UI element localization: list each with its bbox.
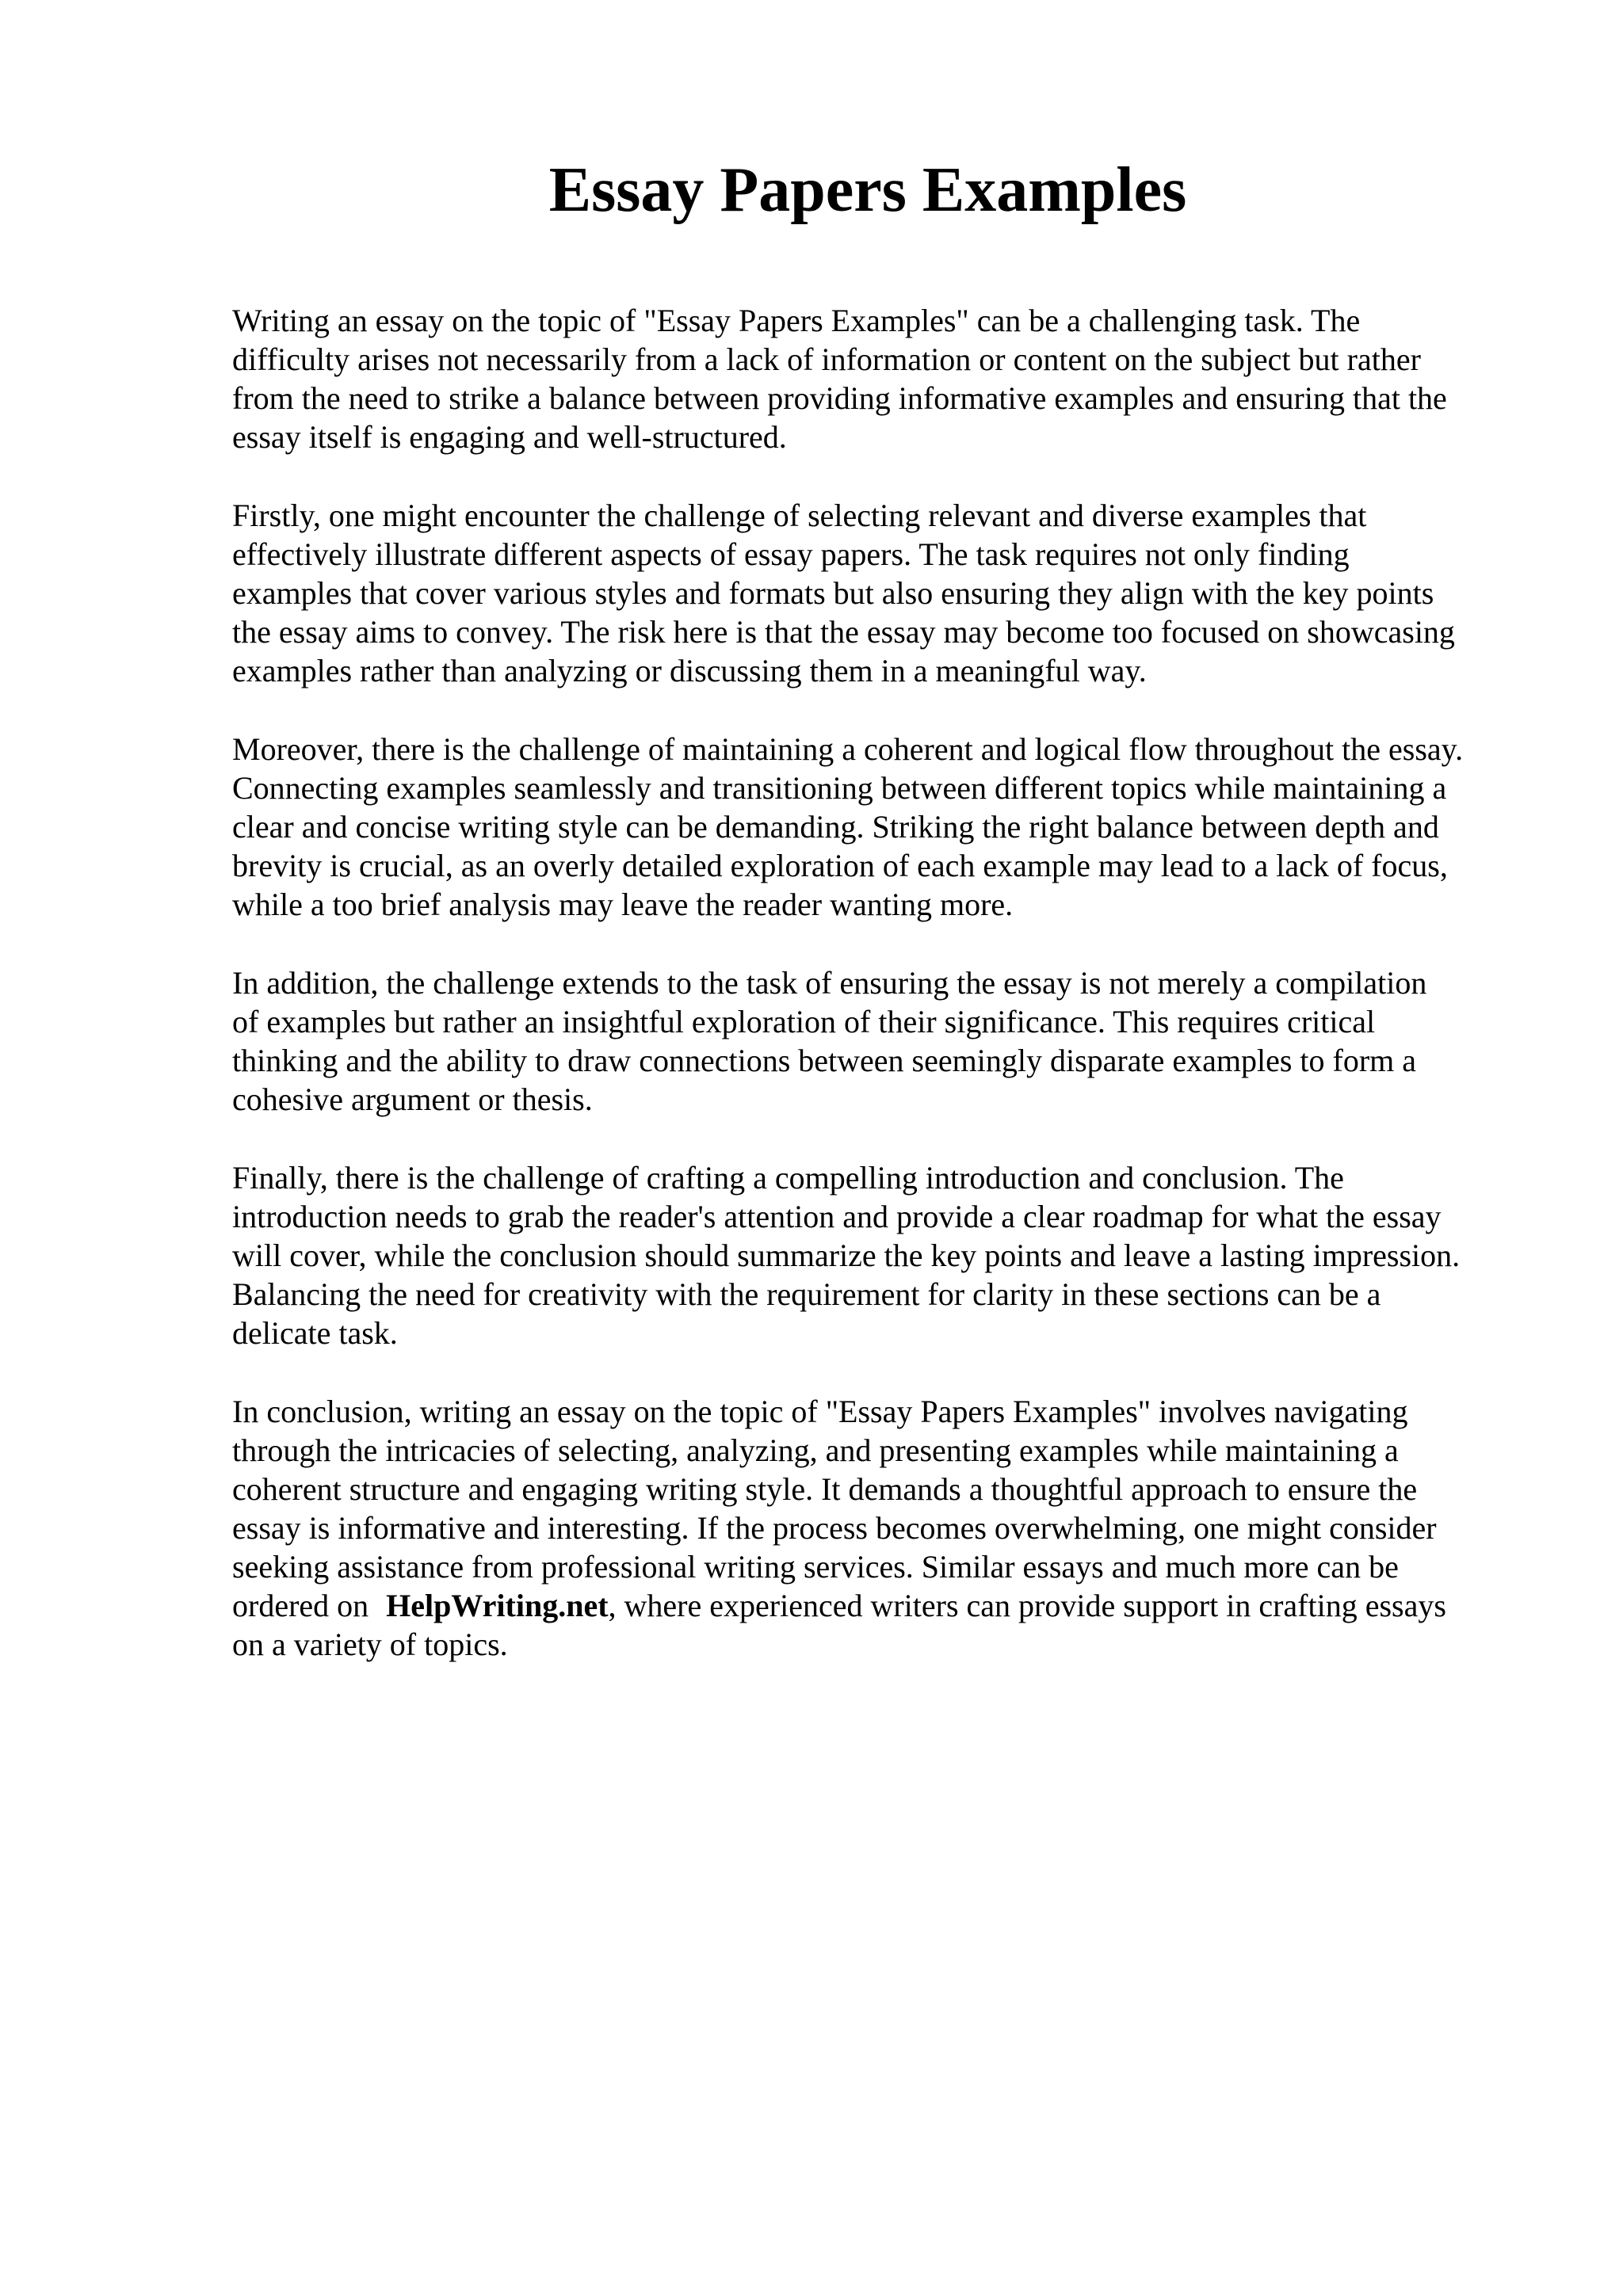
paragraph-2 [232, 496, 1532, 690]
page-title: Essay Papers Examples [548, 155, 1187, 225]
text-line: from the need to strike a balance between providing informative examples and ensuring that the [232, 380, 1447, 416]
paragraph-1 [232, 301, 1532, 456]
text-line: the essay aims to convey. The risk here is that the essay may become too focused on showcasing [232, 614, 1455, 650]
text-line: In addition, the challenge extends to the task of ensuring the essay is not merely a compilation [232, 965, 1427, 1001]
text-line: coherent structure and engaging writing style. It demands a thoughtful approach to ensure the [232, 1471, 1418, 1507]
text-line: In conclusion, writing an essay on the topic of "Essay Papers Examples" involves navigating [232, 1394, 1408, 1429]
helpwriting-link[interactable]: HelpWriting.net [386, 1588, 609, 1623]
text-line: Firstly, one might encounter the challenge of selecting relevant and diverse examples that [232, 498, 1367, 533]
text-line: Connecting examples seamlessly and transitioning between different topics while maintaining a [232, 770, 1447, 806]
text-line: on a variety of topics. [232, 1627, 508, 1662]
text-line: cohesive argument or thesis. [232, 1081, 593, 1117]
text-line: thinking and the ability to draw connections between seemingly disparate examples to form a [232, 1043, 1417, 1078]
essay-body [232, 301, 1532, 1703]
closing-after-text: , where experienced writers can provide support in crafting essays [608, 1588, 1446, 1623]
text-line: Balancing the need for creativity with the requirement for clarity in these sections can be a [232, 1276, 1381, 1312]
text-line: delicate task. [232, 1315, 398, 1351]
paragraph-4 [232, 963, 1532, 1119]
paragraph-6 [232, 1392, 1532, 1664]
text-line: essay is informative and interesting. If the process becomes overwhelming, one might consider [232, 1510, 1437, 1546]
text-line: through the intricacies of selecting, analyzing, and presenting examples while maintaining a [232, 1432, 1399, 1468]
text-line: Moreover, there is the challenge of maintaining a coherent and logical flow throughout the essay. [232, 731, 1464, 767]
text-line: while a too brief analysis may leave the reader wanting more. [232, 887, 1014, 922]
text-line: introduction needs to grab the reader's attention and provide a clear roadmap for what the essay [232, 1199, 1442, 1234]
text-line: will cover, while the conclusion should summarize the key points and leave a lasting impression. [232, 1238, 1461, 1273]
text-line: of examples but rather an insightful exploration of their significance. This requires critical [232, 1004, 1376, 1039]
text-line: essay itself is engaging and well-structured. [232, 419, 787, 455]
text-line: examples that cover various styles and formats but also ensuring they align with the key points [232, 575, 1434, 611]
text-line: Finally, there is the challenge of crafting a compelling introduction and conclusion. The [232, 1160, 1344, 1196]
text-line: effectively illustrate different aspects of essay papers. The task requires not only finding [232, 536, 1350, 572]
text-line-with-link [232, 1586, 1532, 1625]
text-line: Writing an essay on the topic of "Essay Papers Examples" can be a challenging task. The [232, 303, 1361, 338]
paragraph-3 [232, 730, 1532, 924]
paragraph-5 [232, 1158, 1532, 1352]
text-line: clear and concise writing style can be demanding. Striking the right balance between depth and [232, 809, 1439, 845]
text-line: brevity is crucial, as an overly detailed exploration of each example may lead to a lack of focus, [232, 848, 1448, 883]
closing-before-text: ordered on [232, 1588, 369, 1623]
text-line: difficulty arises not necessarily from a lack of information or content on the subject but rather [232, 341, 1421, 377]
text-line: seeking assistance from professional writing services. Similar essays and much more can be [232, 1549, 1399, 1585]
text-line: examples rather than analyzing or discussing them in a meaningful way. [232, 653, 1147, 688]
